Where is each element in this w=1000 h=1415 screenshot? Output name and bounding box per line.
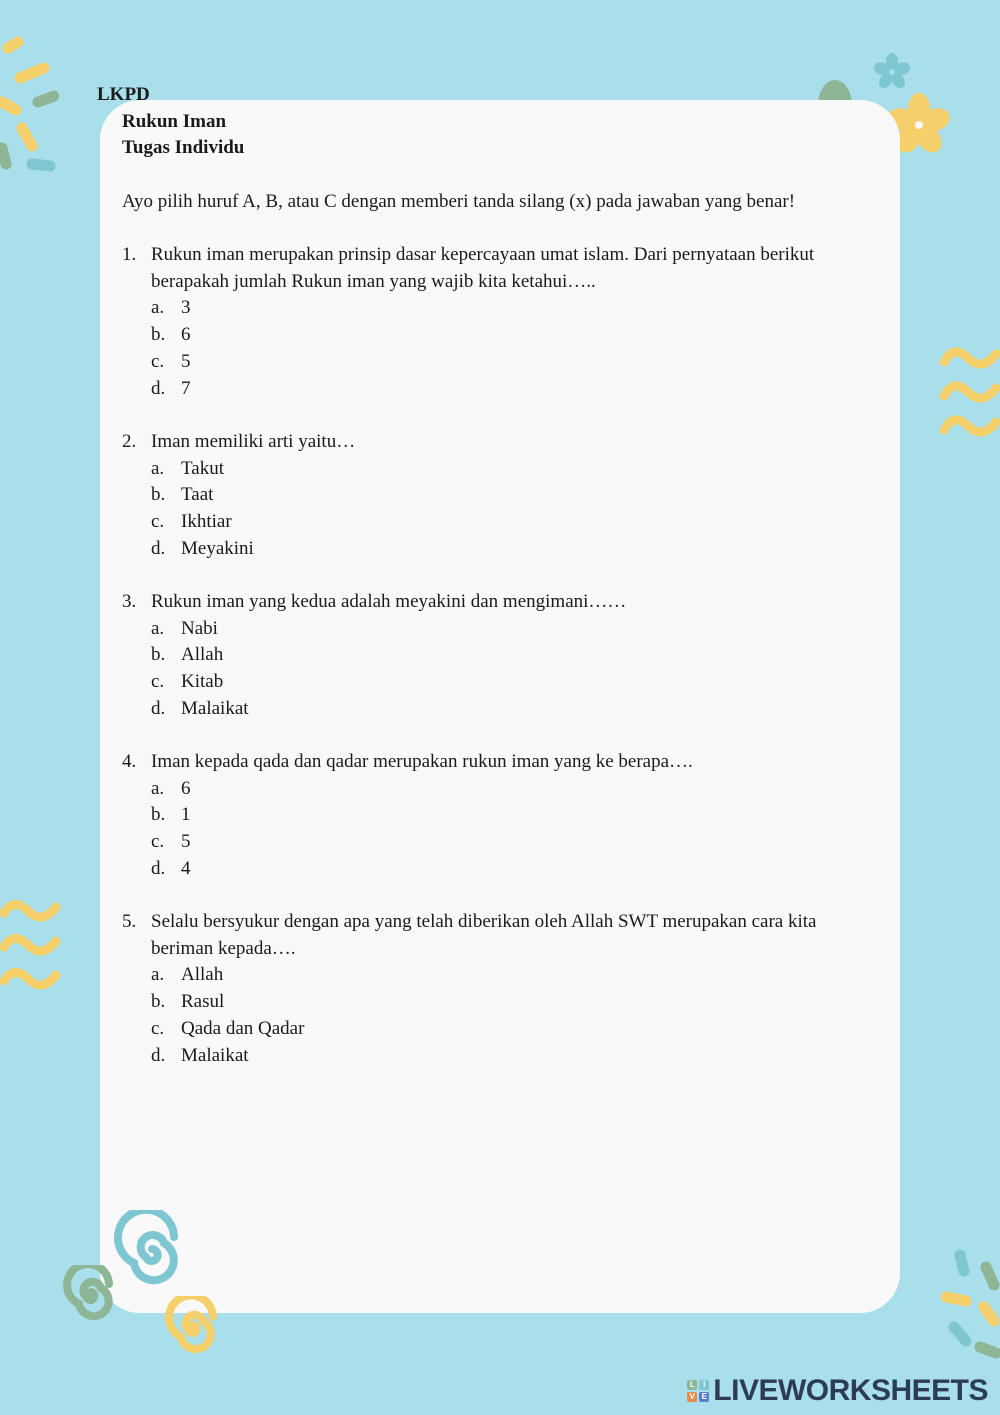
option-text: Allah xyxy=(181,644,224,666)
question-number: 1. xyxy=(122,244,137,265)
squiggle-left-icon xyxy=(0,895,64,1005)
answer-option[interactable] xyxy=(151,509,882,536)
page-subtitle: Tugas Individu xyxy=(122,137,245,158)
question-text: Rukun iman merupakan prinsip dasar kepercayaan umat islam. Dari pernyataan berikut berapakah jumlah Rukun iman yang wajib kita ketahui….. xyxy=(151,244,815,292)
option-letter: c. xyxy=(151,831,165,853)
question-number: 4. xyxy=(122,751,137,772)
question-4 xyxy=(122,749,882,883)
option-text: Qada dan Qadar xyxy=(181,1017,305,1039)
answer-option[interactable] xyxy=(151,642,882,669)
option-letter: d. xyxy=(151,1044,166,1066)
option-text: Ikhtiar xyxy=(181,511,232,533)
answer-option[interactable] xyxy=(151,1016,882,1043)
question-text: Iman memiliki arti yaitu… xyxy=(151,431,356,452)
option-letter: b. xyxy=(151,991,166,1013)
answer-option[interactable] xyxy=(151,322,882,349)
option-letter: b. xyxy=(151,804,166,826)
option-letter: a. xyxy=(151,617,165,639)
spiral-green-icon xyxy=(60,1265,122,1327)
answer-option[interactable] xyxy=(151,349,882,376)
flower-blue-icon xyxy=(872,52,912,92)
option-text: Kitab xyxy=(181,671,224,693)
option-letter: c. xyxy=(151,350,165,372)
spiral-yellow-icon xyxy=(160,1296,226,1362)
option-letter: d. xyxy=(151,537,166,559)
logo-letter: I xyxy=(699,1380,709,1390)
answer-option[interactable] xyxy=(151,856,882,883)
spiral-blue-icon xyxy=(112,1210,192,1300)
document-label: LKPD xyxy=(97,84,150,105)
option-letter: a. xyxy=(151,457,165,479)
option-letter: a. xyxy=(151,777,165,799)
option-text: Meyakini xyxy=(181,537,254,559)
confetti-top-left xyxy=(0,30,70,180)
option-text: Taat xyxy=(181,484,214,506)
option-text: 5 xyxy=(181,831,191,853)
answer-option[interactable] xyxy=(151,669,882,696)
option-text: 3 xyxy=(181,297,191,319)
option-letter: b. xyxy=(151,484,166,506)
option-text: 6 xyxy=(181,324,191,346)
confetti-bottom-right xyxy=(936,1245,1000,1375)
question-text: Iman kepada qada dan qadar merupakan rukun iman yang ke berapa…. xyxy=(151,751,693,772)
logo-mark-icon xyxy=(687,1380,709,1402)
option-text: Nabi xyxy=(181,617,218,639)
answer-option[interactable] xyxy=(151,536,882,563)
logo-letter: L xyxy=(687,1380,697,1390)
answer-option[interactable] xyxy=(151,616,882,643)
answer-option[interactable] xyxy=(151,696,882,723)
logo-letter: E xyxy=(699,1392,709,1402)
option-text: 7 xyxy=(181,377,191,399)
liveworksheets-logo[interactable] xyxy=(687,1374,988,1408)
question-text: Rukun iman yang kedua adalah meyakini dan mengimani…… xyxy=(151,591,627,612)
option-letter: a. xyxy=(151,297,165,319)
option-letter: a. xyxy=(151,964,165,986)
option-letter: c. xyxy=(151,1017,165,1039)
answer-option[interactable] xyxy=(151,962,882,989)
option-text: Allah xyxy=(181,964,224,986)
question-number: 5. xyxy=(122,911,137,932)
question-5 xyxy=(122,909,882,1069)
option-letter: b. xyxy=(151,644,166,666)
answer-option[interactable] xyxy=(151,295,882,322)
option-letter: b. xyxy=(151,324,166,346)
option-text: 6 xyxy=(181,777,191,799)
question-text: Selalu bersyukur dengan apa yang telah diberikan oleh Allah SWT merupakan cara kita beriman kepada…. xyxy=(151,911,817,959)
option-text: 4 xyxy=(181,857,191,879)
option-letter: c. xyxy=(151,671,165,693)
option-text: Takut xyxy=(181,457,224,479)
logo-letter: V xyxy=(687,1392,697,1402)
option-letter: d. xyxy=(151,857,166,879)
answer-option[interactable] xyxy=(151,776,882,803)
option-letter: c. xyxy=(151,511,165,533)
question-1 xyxy=(122,242,882,402)
page-title: Rukun Iman xyxy=(122,111,227,132)
logo-text: LIVEWORKSHEETS xyxy=(713,1374,988,1407)
option-text: 5 xyxy=(181,350,191,372)
squiggle-right-icon xyxy=(936,340,1000,450)
question-3 xyxy=(122,589,882,723)
answer-option[interactable] xyxy=(151,1043,882,1070)
answer-option[interactable] xyxy=(151,989,882,1016)
option-letter: d. xyxy=(151,697,166,719)
instruction-text: Ayo pilih huruf A, B, atau C dengan memberi tanda silang (x) pada jawaban yang benar! xyxy=(122,191,796,212)
answer-option[interactable] xyxy=(151,482,882,509)
answer-option[interactable] xyxy=(151,829,882,856)
answer-option[interactable] xyxy=(151,802,882,829)
question-number: 3. xyxy=(122,591,137,612)
option-text: Rasul xyxy=(181,991,225,1013)
answer-option[interactable] xyxy=(151,456,882,483)
option-letter: d. xyxy=(151,377,166,399)
answer-option[interactable] xyxy=(151,376,882,403)
option-text: Malaikat xyxy=(181,1044,249,1066)
question-2 xyxy=(122,429,882,563)
question-number: 2. xyxy=(122,431,137,452)
option-text: 1 xyxy=(181,804,191,826)
option-text: Malaikat xyxy=(181,697,249,719)
